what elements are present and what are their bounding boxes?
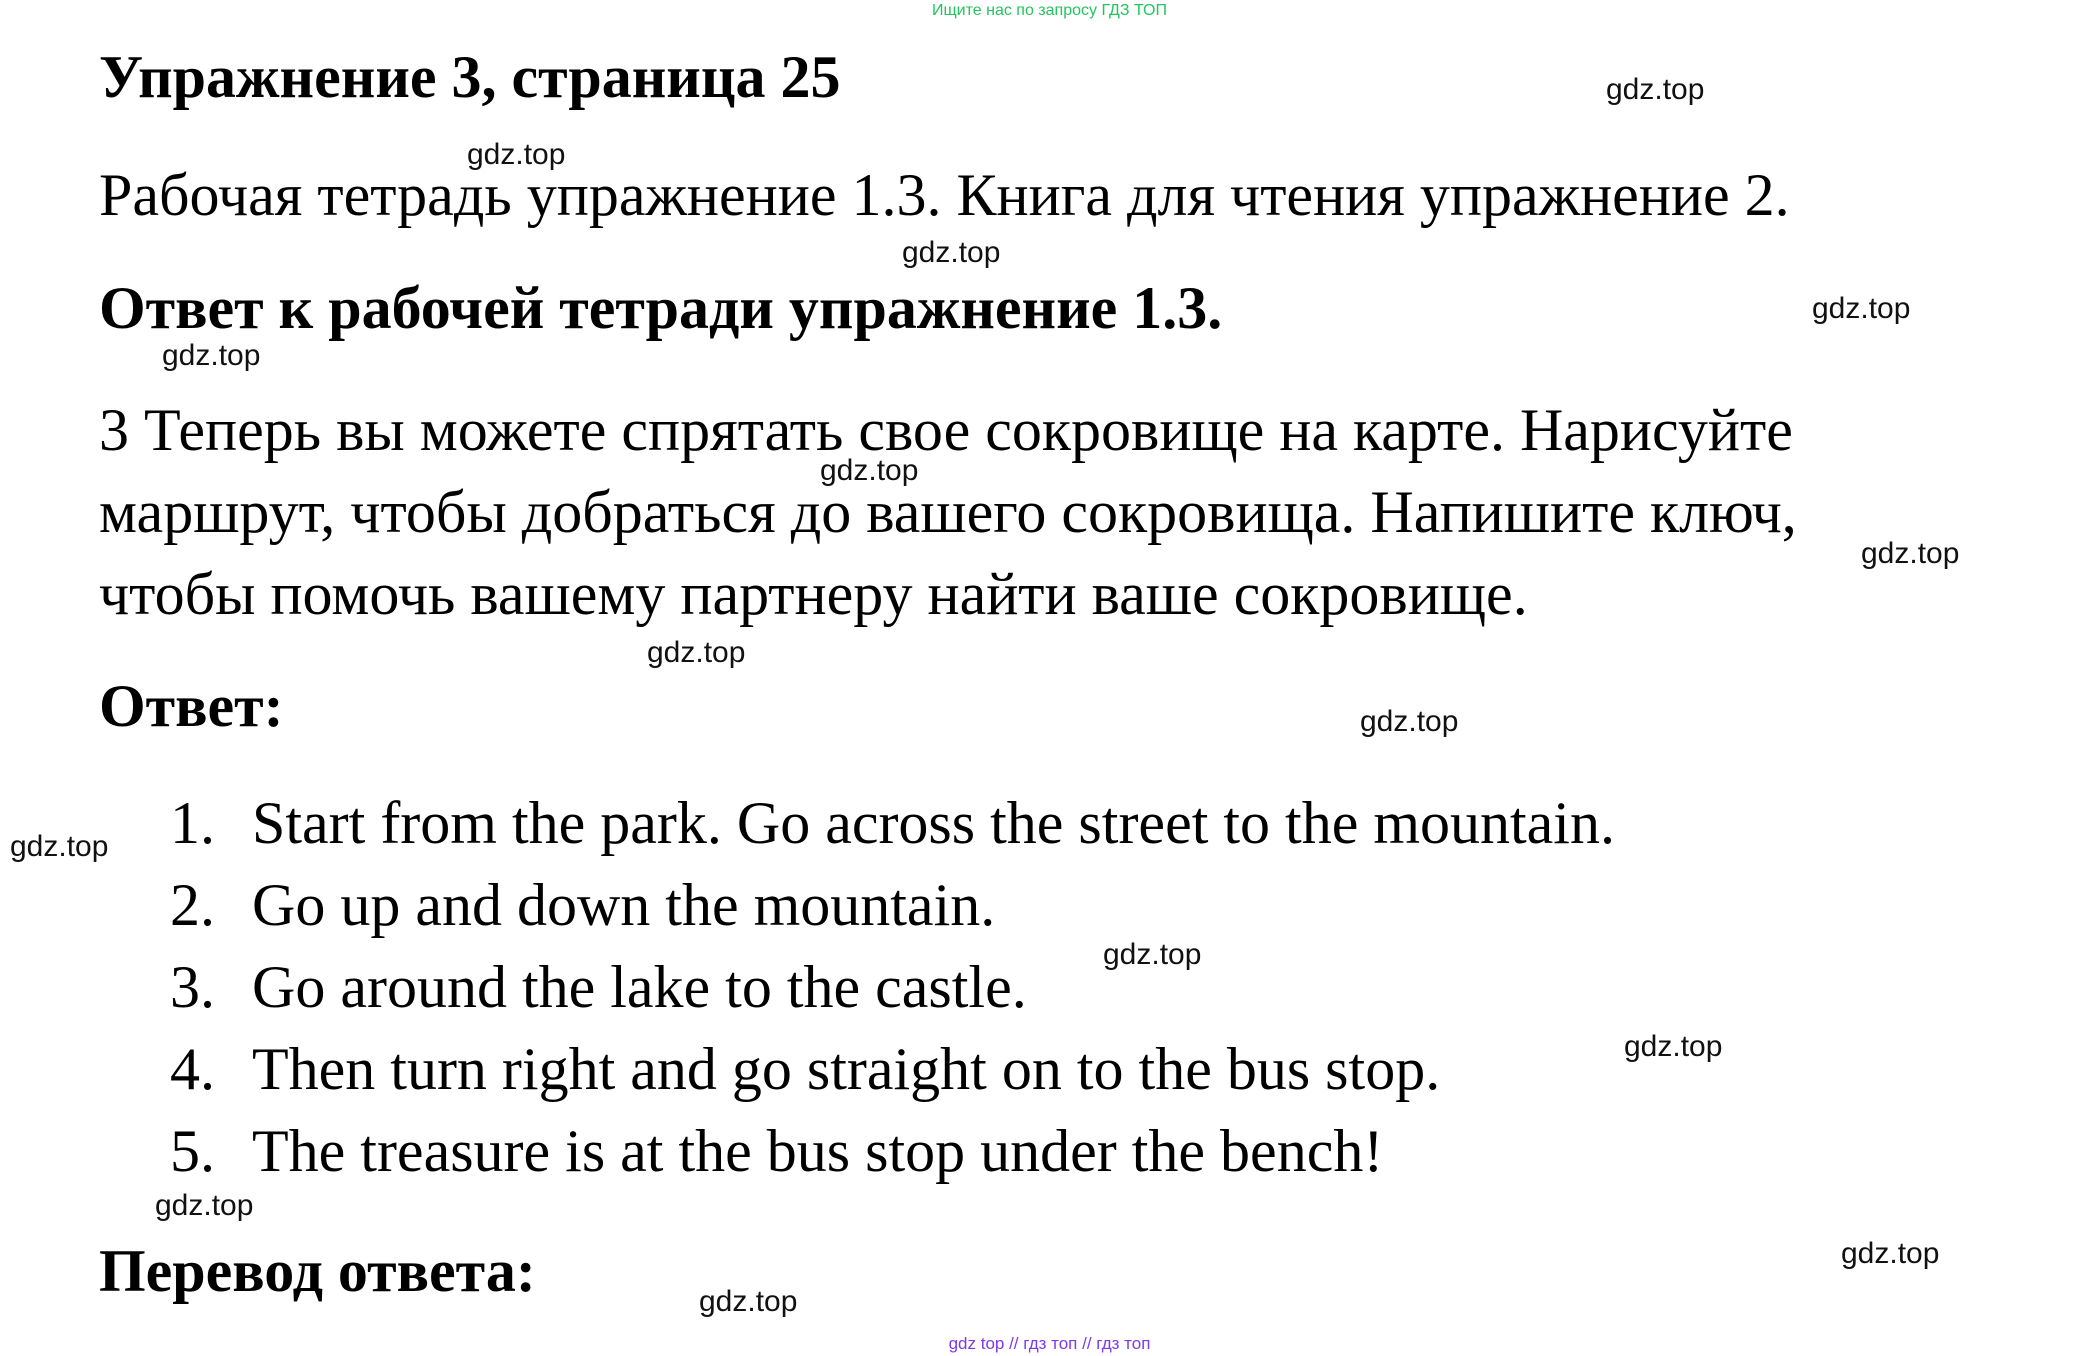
task-line: 3 Теперь вы можете спрятать свое сокровище на карте. Нарисуйте [99, 397, 1793, 463]
watermark: gdz.top [1360, 705, 1459, 738]
answer-item [170, 864, 1615, 946]
answer-list [170, 782, 1615, 1192]
answer-item-text: Go up and down the mountain. [252, 872, 996, 938]
task-text [99, 389, 2049, 635]
answer-item [170, 1110, 1615, 1192]
answer-item-number: 2. [170, 872, 215, 938]
watermark: gdz.top [10, 830, 109, 863]
answer-item-text: Then turn right and go straight on to the bus stop. [252, 1036, 1441, 1102]
answer-item-text: The treasure is at the bus stop under the bench! [252, 1118, 1384, 1184]
answer-item-number: 1. [170, 790, 215, 856]
watermark: gdz.top [1861, 537, 1960, 570]
answer-item-number: 5. [170, 1118, 215, 1184]
page-subtitle: Рабочая тетрадь упражнение 1.3. Книга для чтения упражнение 2. [99, 162, 1790, 228]
answer-item [170, 946, 1615, 1028]
task-line: чтобы помочь вашему партнеру найти ваше сокровище. [99, 561, 1528, 627]
watermark: gdz.top [467, 138, 566, 171]
watermark: gdz.top [1624, 1030, 1723, 1063]
answer-item [170, 1028, 1615, 1110]
answer-item-text: Go around the lake to the castle. [252, 954, 1027, 1020]
page-title: Упражнение 3, страница 25 [99, 44, 841, 110]
answer-item-number: 3. [170, 954, 215, 1020]
watermark: gdz.top [1841, 1237, 1940, 1270]
watermark: gdz.top [1606, 73, 1705, 106]
answer-item-number: 4. [170, 1036, 215, 1102]
watermark: gdz.top [1812, 292, 1911, 325]
watermark: gdz.top [699, 1285, 798, 1318]
workbook-answer-heading: Ответ к рабочей тетради упражнение 1.3. [99, 275, 1223, 341]
watermark: gdz.top [155, 1189, 254, 1222]
top-note: Ищите нас по запросу ГДЗ ТОП [932, 2, 1167, 19]
translation-heading: Перевод ответа: [99, 1238, 536, 1304]
watermark: gdz.top [1103, 938, 1202, 971]
watermark: gdz.top [902, 236, 1001, 269]
watermark: gdz.top [820, 454, 919, 487]
footer-note: gdz top // гдз топ // гдз топ [948, 1334, 1151, 1353]
watermark: gdz.top [647, 636, 746, 669]
answer-heading: Ответ: [99, 673, 284, 739]
answer-item-text: Start from the park. Go across the street to the mountain. [252, 790, 1615, 856]
watermark: gdz.top [162, 339, 261, 372]
answer-item [170, 782, 1615, 864]
task-line: маршрут, чтобы добраться до вашего сокровища. Напишите ключ, [99, 479, 1797, 545]
